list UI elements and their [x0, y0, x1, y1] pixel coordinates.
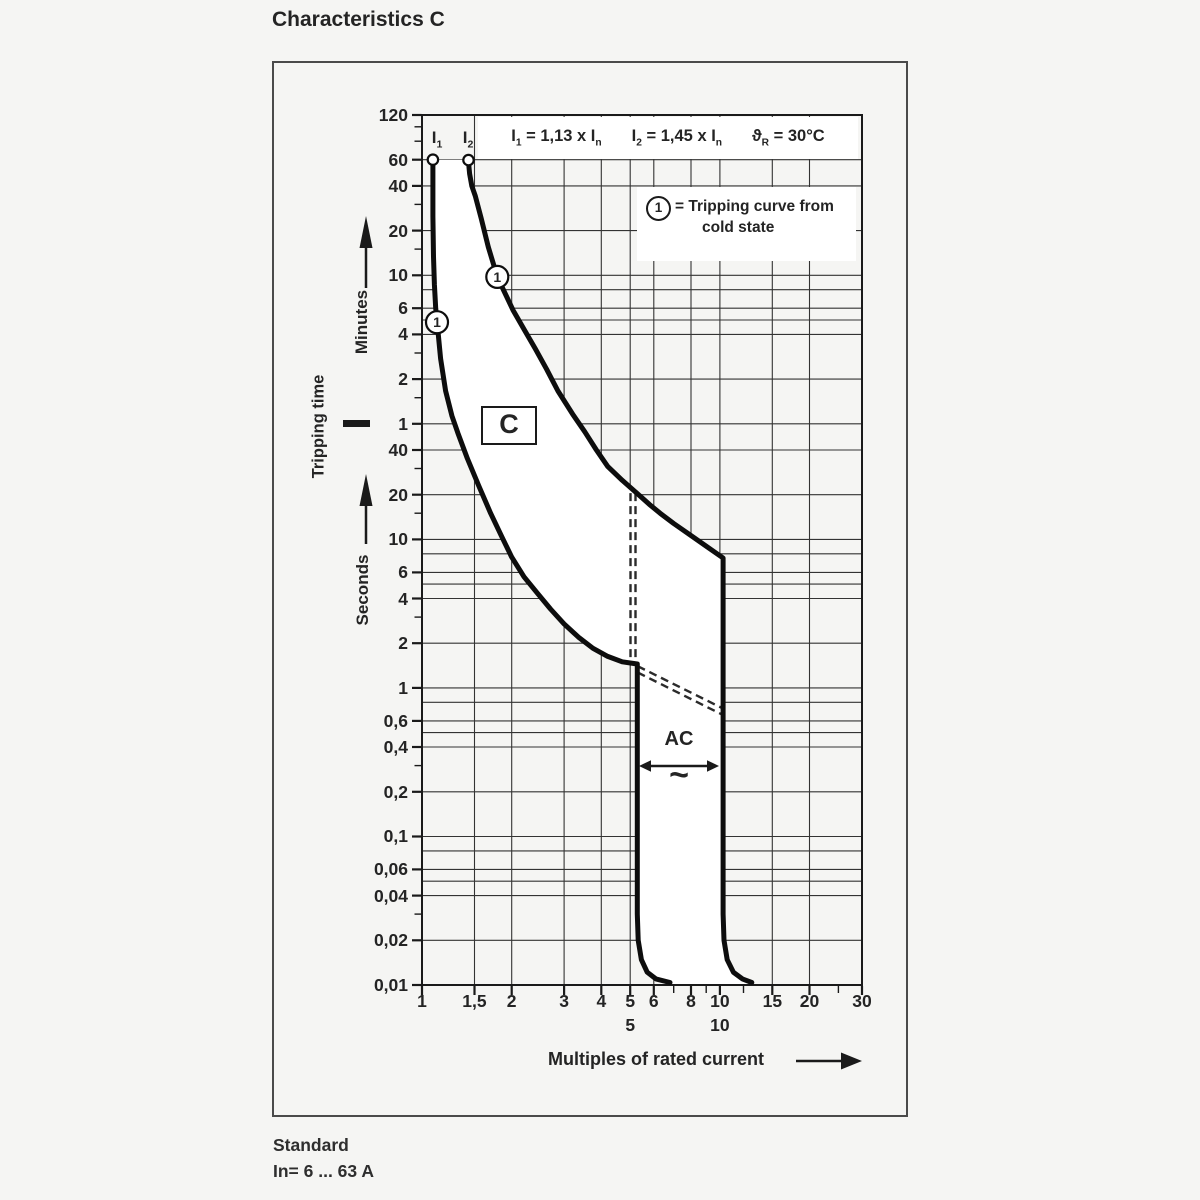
- y-tick-label-minutes: 6: [398, 298, 408, 319]
- ac-label: AC: [664, 728, 694, 750]
- y-axis-title: Tripping time: [309, 374, 328, 479]
- y-tick-label-minutes: 2: [398, 369, 408, 390]
- page-title: Characteristics C: [272, 8, 445, 31]
- legend-formulas: [478, 117, 858, 159]
- x-tick-label: 1: [417, 991, 427, 1011]
- legend-item-temp: $ϑ_R = 30^\circ C$: [752, 127, 825, 149]
- y-tick-label-seconds: 0,01: [373, 975, 408, 995]
- x-tick-label: 15: [762, 991, 783, 1011]
- ac-tilde-symbol: ~: [669, 756, 689, 794]
- x-tick-label: 6: [648, 991, 659, 1011]
- y-tick-label-minutes: 60: [388, 149, 408, 170]
- y-tick-label-seconds: 2: [398, 633, 408, 654]
- y-tick-label-seconds: 20: [388, 484, 408, 505]
- y-tick-label-seconds: 0,04: [373, 885, 408, 906]
- cold-state-marker: [426, 311, 448, 333]
- footer-rated-current: In= 6 ... 63 A: [273, 1161, 374, 1181]
- svg-text:1: 1: [493, 268, 502, 285]
- y-tick-label-seconds: 6: [398, 562, 408, 583]
- y-tick-label-seconds: 1: [398, 677, 408, 698]
- y-tick-label-minutes: 4: [398, 324, 408, 345]
- legend-note-text: = Tripping curve from cold state: [675, 198, 834, 236]
- y-tick-label-seconds: 0,6: [383, 710, 408, 731]
- footer-standard: Standard: [273, 1135, 349, 1155]
- x-subtick-label-trip-range: 5: [625, 1015, 636, 1035]
- y-tick-label-seconds: 0,06: [373, 859, 408, 880]
- svg-text:1: 1: [433, 314, 441, 331]
- y-tick-label-minutes: 120: [378, 105, 408, 125]
- curve-start-point: [428, 155, 438, 165]
- y-tick-label-minutes: 40: [388, 175, 408, 196]
- y-tick-label-seconds: 0,4: [383, 737, 408, 758]
- x-tick-label: 5: [625, 991, 636, 1011]
- x-tick-label: 4: [596, 991, 607, 1011]
- y-tick-label-seconds: 40: [388, 439, 408, 460]
- y-tick-label-minutes: 10: [388, 265, 408, 286]
- x-tick-label: 3: [559, 991, 569, 1011]
- characteristic-c-label: C: [481, 406, 537, 445]
- y-tick-label-seconds: 0,1: [383, 826, 408, 847]
- y-axis-seconds-label: Seconds: [353, 554, 372, 626]
- y-tick-label-seconds: 10: [388, 529, 408, 550]
- curve2-start-label: $I_2$: [462, 128, 474, 151]
- legend-item-i1: $I_1 = 1,13$ x $I_n$: [511, 127, 602, 149]
- x-subtick-label-trip-range: 10: [710, 1015, 730, 1035]
- x-tick-label: 2: [506, 991, 517, 1011]
- x-tick-label: 10: [710, 991, 730, 1011]
- x-axis-title: Multiples of rated current: [548, 1049, 765, 1069]
- x-tick-label: 30: [852, 991, 872, 1011]
- curve1-start-label: $I_1$: [431, 128, 443, 151]
- x-tick-label: 1,5: [462, 991, 487, 1011]
- x-tick-label: 8: [686, 991, 696, 1011]
- x-tick-label: 20: [799, 991, 820, 1011]
- y-tick-label-minutes: 1: [398, 413, 408, 434]
- legend-note: [637, 187, 856, 261]
- y-axis-minutes-label: Minutes: [352, 289, 371, 355]
- y-tick-label-seconds: 0,2: [383, 781, 408, 802]
- circled-1-icon: 1: [646, 196, 671, 221]
- x-axis-arrow-icon: [796, 1053, 862, 1070]
- curve-start-point: [463, 155, 473, 165]
- legend-item-i2: $I_2 = 1,45$ x $I_n$: [631, 127, 723, 149]
- y-tick-label-minutes: 20: [388, 220, 408, 241]
- y-tick-label-seconds: 0,02: [373, 930, 408, 951]
- y-tick-label-seconds: 4: [398, 588, 408, 609]
- cold-state-marker: [486, 266, 508, 288]
